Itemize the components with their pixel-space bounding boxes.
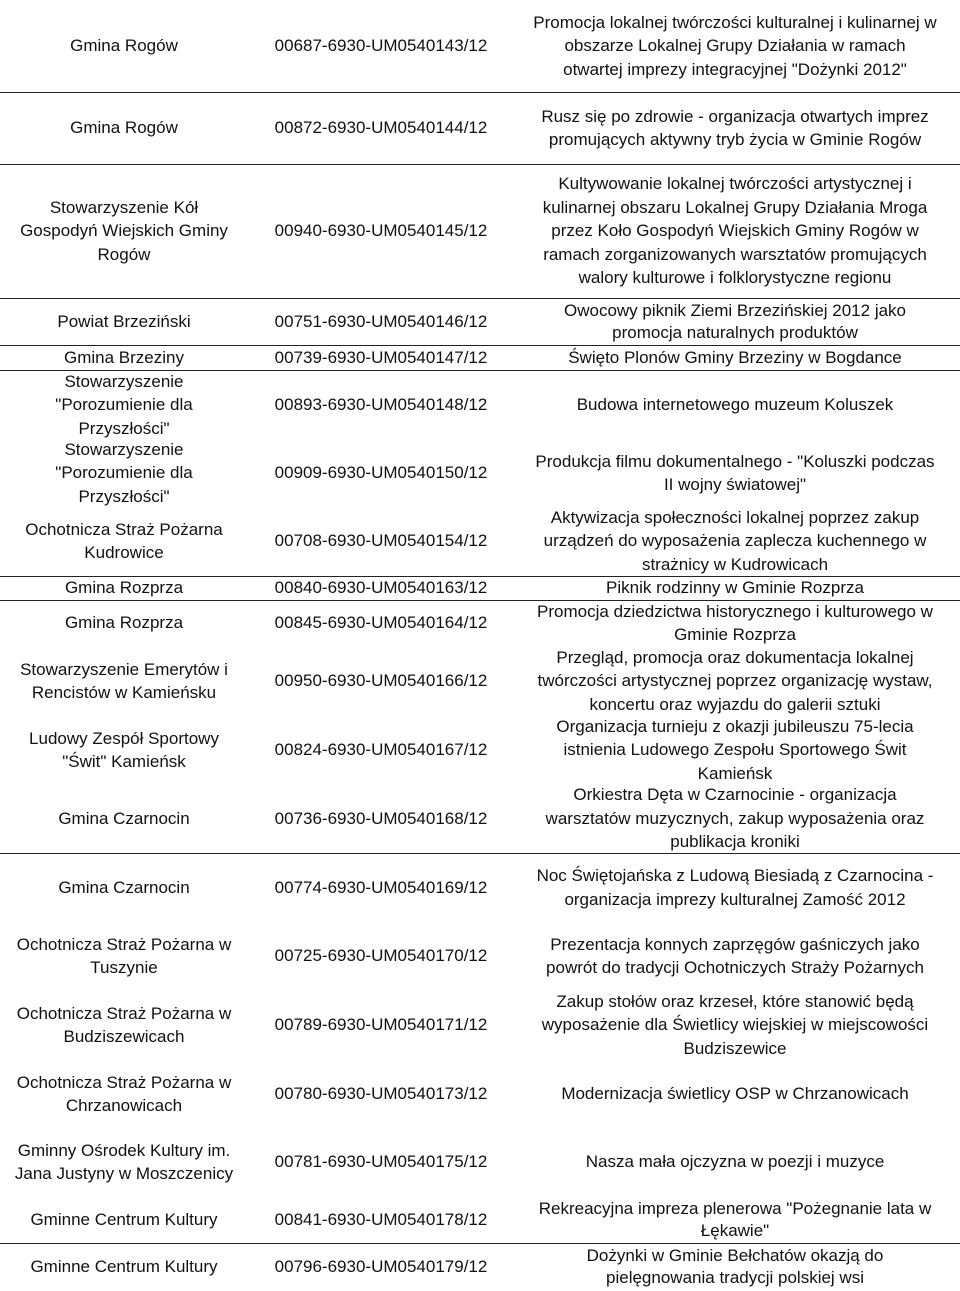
table-row bbox=[0, 576, 960, 600]
table-row bbox=[0, 716, 960, 784]
beneficiary-cell: Ochotnicza Straż Pożarna w Tuszynie bbox=[16, 934, 232, 977]
agreement-number-cell: 00781-6930-UM0540175/12 bbox=[274, 1152, 488, 1172]
project-title-cell: Budowa internetowego muzeum Koluszek bbox=[576, 395, 894, 415]
beneficiary-cell: Ochotnicza Straż Pożarna Kudrowice bbox=[25, 519, 223, 562]
table-row bbox=[0, 370, 960, 440]
beneficiary-cell: Ochotnicza Straż Pożarna w Budziszewicach bbox=[16, 1003, 232, 1046]
agreement-number-cell: 00725-6930-UM0540170/12 bbox=[274, 946, 488, 966]
agreement-number-cell: 00824-6930-UM0540167/12 bbox=[274, 740, 488, 760]
agreement-number-cell: 00708-6930-UM0540154/12 bbox=[274, 531, 488, 551]
project-title-cell: Organizacja turnieju z okazji jubileuszu 75-lecia istnienia Ludowego Zespołu Sportowego Świt Kamieńsk bbox=[556, 716, 914, 783]
table-row bbox=[0, 990, 960, 1060]
beneficiary-cell: Gminne Centrum Kultury bbox=[30, 1257, 218, 1277]
project-title-cell: Aktywizacja społeczności lokalnej poprzez zakup urządzeń do wyposażenia zaplecza kuchennego w strażnicy w Kudrowicach bbox=[543, 507, 927, 574]
beneficiary-cell: Gminny Ośrodek Kultury im. Jana Justyny w Moszczenicy bbox=[14, 1140, 234, 1183]
table-row bbox=[0, 0, 960, 92]
agreement-number-cell: 00789-6930-UM0540171/12 bbox=[274, 1015, 488, 1035]
project-title-cell: Owocowy piknik Ziemi Brzezińskiej 2012 jako promocja naturalnych produktów bbox=[563, 300, 907, 342]
agreement-number-cell: 00736-6930-UM0540168/12 bbox=[274, 808, 488, 828]
beneficiary-cell: Powiat Brzeziński bbox=[57, 311, 191, 331]
agreement-number-cell: 00893-6930-UM0540148/12 bbox=[274, 395, 488, 415]
beneficiary-cell: Gmina Rozprza bbox=[64, 578, 184, 598]
project-title-cell: Produkcja filmu dokumentalnego - "Koluszki podczas II wojny światowej" bbox=[535, 451, 935, 494]
beneficiary-cell: Gmina Rogów bbox=[70, 36, 178, 56]
project-title-cell: Prezentacja konnych zaprzęgów gaśniczych jako powrót do tradycji Ochotniczych Straży Pożarnych bbox=[546, 934, 924, 977]
table-row bbox=[0, 922, 960, 990]
table-row bbox=[0, 1060, 960, 1128]
table-row bbox=[0, 784, 960, 853]
agreement-number-cell: 00845-6930-UM0540164/12 bbox=[274, 613, 488, 633]
table-row bbox=[0, 345, 960, 370]
project-title-cell: Święto Plonów Gminy Brzeziny w Bogdance bbox=[568, 347, 902, 367]
row-divider bbox=[0, 1243, 960, 1244]
agreement-number-cell: 00751-6930-UM0540146/12 bbox=[274, 311, 488, 331]
row-divider bbox=[0, 576, 960, 577]
beneficiary-cell: Ochotnicza Straż Pożarna w Chrzanowicach bbox=[16, 1072, 232, 1115]
agreement-number-cell: 00872-6930-UM0540144/12 bbox=[274, 118, 488, 138]
project-title-cell: Orkiestra Dęta w Czarnocinie - organizacja warsztatów muzycznych, zakup wyposażenia oraz publikacja kroniki bbox=[545, 785, 925, 852]
table-row bbox=[0, 1243, 960, 1291]
agreement-number-cell: 00739-6930-UM0540147/12 bbox=[274, 347, 488, 367]
table-row bbox=[0, 1196, 960, 1243]
project-title-cell: Modernizacja świetlicy OSP w Chrzanowicach bbox=[561, 1084, 909, 1104]
project-title-cell: Rusz się po zdrowie - organizacja otwartych imprez promujących aktywny tryb życia w Gminie Rogów bbox=[541, 106, 929, 149]
beneficiary-cell: Gmina Rozprza bbox=[64, 613, 184, 633]
table-row bbox=[0, 646, 960, 716]
row-divider bbox=[0, 600, 960, 601]
agreement-number-cell: 00687-6930-UM0540143/12 bbox=[274, 36, 488, 56]
beneficiary-cell: Stowarzyszenie Emerytów i Rencistów w Kamieńsku bbox=[20, 659, 228, 702]
project-title-cell: Dożynki w Gminie Bełchatów okazją do pielęgnowania tradycji polskiej wsi bbox=[586, 1246, 884, 1287]
row-divider bbox=[0, 345, 960, 346]
row-divider bbox=[0, 298, 960, 299]
beneficiary-cell: Gmina Brzeziny bbox=[64, 347, 184, 367]
table-row bbox=[0, 164, 960, 298]
table-row bbox=[0, 600, 960, 646]
agreement-number-cell: 00909-6930-UM0540150/12 bbox=[274, 463, 488, 483]
project-title-cell: Nasza mała ojczyzna w poezji i muzyce bbox=[585, 1152, 885, 1172]
row-divider bbox=[0, 92, 960, 93]
table-row bbox=[0, 440, 960, 506]
beneficiary-cell: Gminne Centrum Kultury bbox=[30, 1209, 218, 1229]
agreement-number-cell: 00840-6930-UM0540163/12 bbox=[274, 578, 488, 598]
beneficiary-cell: Gmina Czarnocin bbox=[58, 808, 190, 828]
project-title-cell: Rekreacyjna impreza plenerowa "Pożegnanie lata w Łękawie" bbox=[538, 1198, 932, 1240]
table-row bbox=[0, 92, 960, 164]
beneficiary-cell: Stowarzyszenie Kół Gospodyń Wiejskich Gminy Rogów bbox=[20, 197, 228, 264]
table-row bbox=[0, 1128, 960, 1196]
beneficiary-cell: Gmina Rogów bbox=[70, 118, 178, 138]
row-divider bbox=[0, 853, 960, 854]
project-title-cell: Promocja dziedzictwa historycznego i kulturowego w Gminie Rozprza bbox=[537, 601, 933, 644]
table-row bbox=[0, 298, 960, 345]
row-divider bbox=[0, 164, 960, 165]
project-title-cell: Przegląd, promocja oraz dokumentacja lokalnej twórczości artystycznej poprzez organizację wystaw, koncertu oraz wyjazdu do galerii sztuki bbox=[537, 647, 933, 714]
project-title-cell: Noc Świętojańska z Ludową Biesiadą z Czarnocina - organizacja imprezy kulturalnej Zamość 2012 bbox=[536, 866, 934, 909]
agreement-number-cell: 00841-6930-UM0540178/12 bbox=[274, 1209, 488, 1229]
project-title-cell: Piknik rodzinny w Gminie Rozprza bbox=[606, 578, 864, 598]
agreement-number-cell: 00796-6930-UM0540179/12 bbox=[274, 1257, 488, 1277]
row-divider bbox=[0, 370, 960, 371]
project-title-cell: Kultywowanie lokalnej twórczości artystycznej i kulinarnej obszaru Lokalnej Grupy Działania Mroga przez Koło Gospodyń Wiejskich Gminy Rogów w ramach zorganizowanych warsztatów promujących walory kulturowe i folklorystyczne regionu bbox=[542, 174, 928, 288]
table-row bbox=[0, 506, 960, 576]
beneficiary-cell: Stowarzyszenie "Porozumienie dla Przyszłości" bbox=[55, 439, 193, 506]
agreement-number-cell: 00774-6930-UM0540169/12 bbox=[274, 877, 488, 897]
beneficiary-cell: Ludowy Zespół Sportowy "Świt" Kamieńsk bbox=[29, 728, 219, 771]
table-row bbox=[0, 853, 960, 922]
agreement-number-cell: 00780-6930-UM0540173/12 bbox=[274, 1084, 488, 1104]
project-title-cell: Zakup stołów oraz krzeseł, które stanowić będą wyposażenie dla Świetlicy wiejskiej w miejscowości Budziszewice bbox=[541, 991, 929, 1058]
agreement-number-cell: 00940-6930-UM0540145/12 bbox=[274, 221, 488, 241]
project-title-cell: Promocja lokalnej twórczości kulturalnej i kulinarnej w obszarze Lokalnej Grupy Działania w ramach otwartej imprezy integracyjnej "Dożynki 2012" bbox=[533, 12, 937, 79]
agreement-number-cell: 00950-6930-UM0540166/12 bbox=[274, 671, 488, 691]
beneficiary-cell: Stowarzyszenie "Porozumienie dla Przyszłości" bbox=[55, 371, 193, 438]
beneficiary-cell: Gmina Czarnocin bbox=[58, 877, 190, 897]
